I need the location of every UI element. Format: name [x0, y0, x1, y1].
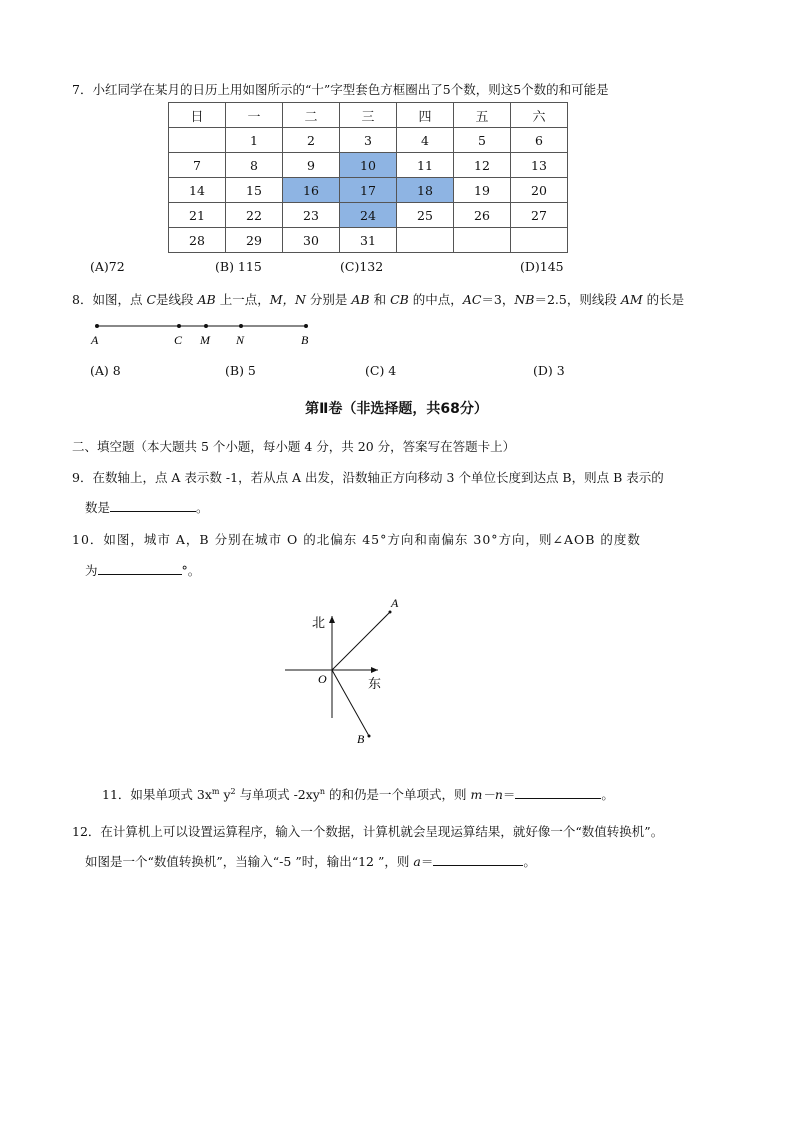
cal-cell-highlighted: 18: [397, 178, 454, 203]
cal-cell: 28: [169, 228, 226, 253]
cal-cell: 2: [283, 128, 340, 153]
label-n: N: [236, 333, 245, 347]
q11-text: y: [219, 787, 231, 802]
label-c: C: [174, 333, 183, 347]
q7-option-b: (B) 115: [215, 259, 262, 274]
cal-cell: 5: [454, 128, 511, 153]
q10-text: °。: [181, 563, 201, 578]
q10-text: 为: [85, 563, 98, 578]
part2-title: 第Ⅱ卷（非选择题，共68分）: [305, 401, 488, 417]
cal-cell-highlighted: 24: [340, 203, 397, 228]
q11-sup: n: [319, 786, 326, 796]
cal-cell: 19: [454, 178, 511, 203]
q11-text: 。: [601, 787, 614, 802]
point-c: [177, 324, 181, 328]
q8-var: AC: [462, 292, 482, 307]
q8-text: 的中点，: [408, 292, 463, 307]
cal-cell: 6: [511, 128, 568, 153]
city-a-label: A: [391, 596, 399, 610]
q8-text: 上一点，: [215, 292, 270, 307]
calendar-table: [168, 102, 568, 253]
q12-variable: a: [413, 854, 421, 869]
q9-text: 。: [196, 500, 209, 515]
cal-cell: [169, 128, 226, 153]
cal-cell-highlighted: 16: [283, 178, 340, 203]
point-b-dot: [368, 735, 371, 738]
cal-header-cell: 五: [454, 103, 511, 128]
cal-header-cell: 日: [169, 103, 226, 128]
q8-text: 是线段: [156, 292, 198, 307]
cal-cell: 12: [454, 153, 511, 178]
calendar-row: [169, 228, 568, 253]
q11-text: 的和仍是一个单项式，则: [325, 787, 471, 802]
q8-var: M，N: [269, 292, 306, 307]
cal-cell-highlighted: 10: [340, 153, 397, 178]
cal-header-cell: 三: [340, 103, 397, 128]
calendar-row: [169, 153, 568, 178]
cal-cell: 15: [226, 178, 283, 203]
cal-header-cell: 一: [226, 103, 283, 128]
segment-diagram: [85, 318, 325, 350]
q11-text: ＝: [502, 787, 516, 802]
q8-text: 和: [369, 292, 391, 307]
q12-answer-blank: [433, 853, 523, 866]
ray-oa: [332, 612, 390, 670]
q7-number: 7．: [72, 82, 93, 97]
cal-cell: 4: [397, 128, 454, 153]
q11-answer-blank: [515, 786, 601, 799]
label-m: M: [200, 333, 210, 347]
q8-text: ＝2.5，则线段: [534, 292, 621, 307]
label-a: A: [91, 333, 99, 347]
q7-stem: [72, 80, 609, 98]
q11-stem: [102, 785, 614, 803]
q12-text: 如图是一个“数值转换机”，当输入“-5 ”时，输出“12 ”，则: [85, 854, 414, 869]
cal-cell: 25: [397, 203, 454, 228]
ray-ob: [332, 670, 369, 736]
calendar-row: [169, 128, 568, 153]
q8-text: ＝3，: [481, 292, 515, 307]
point-m: [204, 324, 208, 328]
cal-cell: 13: [511, 153, 568, 178]
cal-cell: 3: [340, 128, 397, 153]
q9-line2: [85, 498, 209, 516]
cal-cell: 14: [169, 178, 226, 203]
q11-sup: 2: [230, 786, 236, 796]
direction-diagram: [280, 590, 410, 750]
q7-option-d: (D)145: [520, 259, 564, 274]
q9-answer-blank: [110, 499, 196, 512]
q8-option-c: (C) 4: [365, 363, 397, 378]
cal-cell: 11: [397, 153, 454, 178]
city-b-label: B: [357, 732, 365, 746]
cal-header-cell: 二: [283, 103, 340, 128]
cal-cell: 20: [511, 178, 568, 203]
q10-line2: [85, 561, 200, 579]
q12-line1: 12．在计算机上可以设置运算程序，输入一个数据，计算机就会呈现运算结果，就好像一个“数值转换机”。: [72, 824, 664, 839]
q8-text: 8．如图，点: [72, 292, 147, 307]
q8-text: 分别是: [305, 292, 352, 307]
q8-option-b: (B) 5: [225, 363, 256, 378]
origin-label: O: [318, 672, 327, 686]
q9-line1: 9．在数轴上，点 A 表示数 -1，若从点 A 出发，沿数轴正方向移动 3 个单位长度到达点 B，则点 B 表示的: [72, 470, 664, 485]
q8-var: AB: [197, 292, 216, 307]
label-b: B: [301, 333, 309, 347]
cal-cell: 23: [283, 203, 340, 228]
calendar-row: [169, 203, 568, 228]
cal-cell: 21: [169, 203, 226, 228]
q8-var: C: [146, 292, 157, 307]
cal-cell: 7: [169, 153, 226, 178]
q7-text: 小红同学在某月的日历上用如图所示的“十”字型套色方框圈出了5个数，则这5个数的和可能是: [92, 82, 609, 97]
cal-cell: 22: [226, 203, 283, 228]
q7-option-c: (C)132: [340, 259, 384, 274]
q12-text: ＝: [420, 854, 434, 869]
q10-answer-blank: [98, 562, 182, 575]
cal-cell: 9: [283, 153, 340, 178]
point-a: [95, 324, 99, 328]
q12-text: 。: [523, 854, 536, 869]
q8-option-d: (D) 3: [533, 363, 565, 378]
q10-line1: 10．如图，城市 A，B 分别在城市 O 的北偏东 45°方向和南偏东 30°方向，则∠AOB 的度数: [72, 532, 641, 547]
north-label: 北: [312, 616, 326, 631]
cal-cell-highlighted: 17: [340, 178, 397, 203]
q9-text: 数是: [85, 500, 111, 515]
east-label: 东: [368, 677, 382, 692]
q8-var: NB: [514, 292, 535, 307]
q8-option-a: (A) 8: [90, 363, 121, 378]
q11-text: 11．如果单项式 3x: [102, 787, 212, 802]
cal-cell: 31: [340, 228, 397, 253]
point-a-dot: [389, 611, 392, 614]
q11-expression: m－n: [470, 787, 503, 802]
cal-cell: 26: [454, 203, 511, 228]
q8-var: AB: [351, 292, 370, 307]
cal-cell: 29: [226, 228, 283, 253]
q8-text: 的长是: [642, 292, 685, 307]
cal-cell: 8: [226, 153, 283, 178]
q8-var: CB: [390, 292, 409, 307]
q7-option-a: (A)72: [90, 259, 125, 274]
q11-sup: m: [211, 786, 220, 796]
point-b: [304, 324, 308, 328]
point-n: [239, 324, 243, 328]
cal-cell: 1: [226, 128, 283, 153]
calendar-header-row: [169, 103, 568, 128]
cal-cell: [454, 228, 511, 253]
cal-cell: 27: [511, 203, 568, 228]
cal-header-cell: 六: [511, 103, 568, 128]
q8-var: AM: [620, 292, 643, 307]
calendar-row: [169, 178, 568, 203]
q11-text: 与单项式 -2xy: [235, 787, 320, 802]
cal-cell: 30: [283, 228, 340, 253]
cal-header-cell: 四: [397, 103, 454, 128]
cal-cell: [397, 228, 454, 253]
fill-section-heading: 二、填空题（本大题共 5 个小题，每小题 4 分，共 20 分，答案写在答题卡上）: [72, 439, 516, 454]
cal-cell: [511, 228, 568, 253]
q12-line2: [85, 852, 536, 870]
q8-stem: [72, 290, 684, 308]
